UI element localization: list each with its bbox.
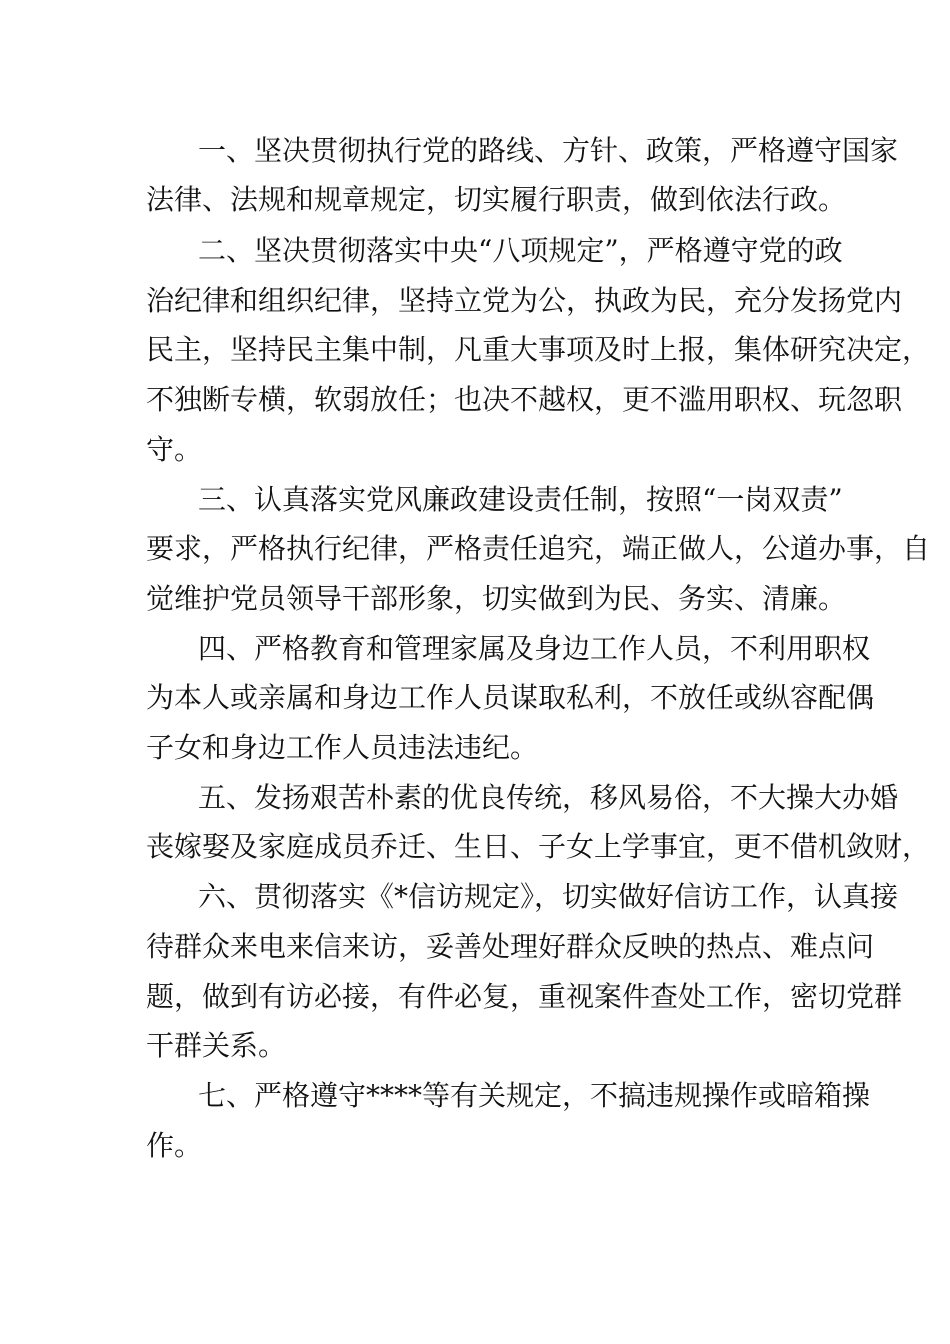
paragraph-line: 五、发扬艰苦朴素的优良传统，移风易俗，不大操大办婚 — [198, 781, 899, 814]
paragraph-line: 法律、法规和规章规定，切实履行职责，做到依法行政。 — [146, 183, 847, 216]
paragraph-line: 题，做到有访必接，有件必复，重视案件查处工作，密切党群 — [146, 980, 903, 1013]
paragraph-line: 二、坚决贯彻落实中央“八项规定”，严格遵守党的政 — [198, 234, 843, 267]
paragraph-line: 作。 — [146, 1129, 203, 1162]
paragraph-line: 三、认真落实党风廉政建设责任制，按照“一岗双责” — [198, 483, 843, 516]
paragraph-line: 子女和身边工作人员违法违纪。 — [146, 731, 539, 764]
paragraph-line: 民主，坚持民主集中制，凡重大事项及时上报，集体研究决定， — [146, 333, 931, 366]
paragraph-line: 守。 — [146, 433, 203, 466]
paragraph-line: 觉维护党员领导干部形象，切实做到为民、务实、清廉。 — [146, 582, 847, 615]
paragraph-line: 四、严格教育和管理家属及身边工作人员，不利用职权 — [198, 632, 871, 665]
paragraph-line: 七、严格遵守****等有关规定，不搞违规操作或暗箱操 — [198, 1079, 871, 1112]
paragraph-line: 要求，严格执行纪律，严格责任追究，端正做人，公道办事，自 — [146, 532, 931, 565]
paragraph-line: 干群关系。 — [146, 1029, 287, 1062]
paragraph-line: 六、贯彻落实《*信访规定》，切实做好信访工作，认真接 — [198, 880, 899, 913]
paragraph-line: 一、坚决贯彻执行党的路线、方针、政策，严格遵守国家 — [198, 134, 899, 167]
paragraph-line: 待群众来电来信来访，妥善处理好群众反映的热点、难点问 — [146, 930, 875, 963]
paragraph-line: 为本人或亲属和身边工作人员谋取私利，不放任或纵容配偶 — [146, 681, 875, 714]
paragraph-line: 丧嫁娶及家庭成员乔迁、生日、子女上学事宜，更不借机敛财， — [146, 830, 931, 863]
paragraph-line: 不独断专横，软弱放任；也决不越权，更不滥用职权、玩忽职 — [146, 383, 903, 416]
paragraph-line: 治纪律和组织纪律，坚持立党为公，执政为民，充分发扬党内 — [146, 284, 903, 317]
